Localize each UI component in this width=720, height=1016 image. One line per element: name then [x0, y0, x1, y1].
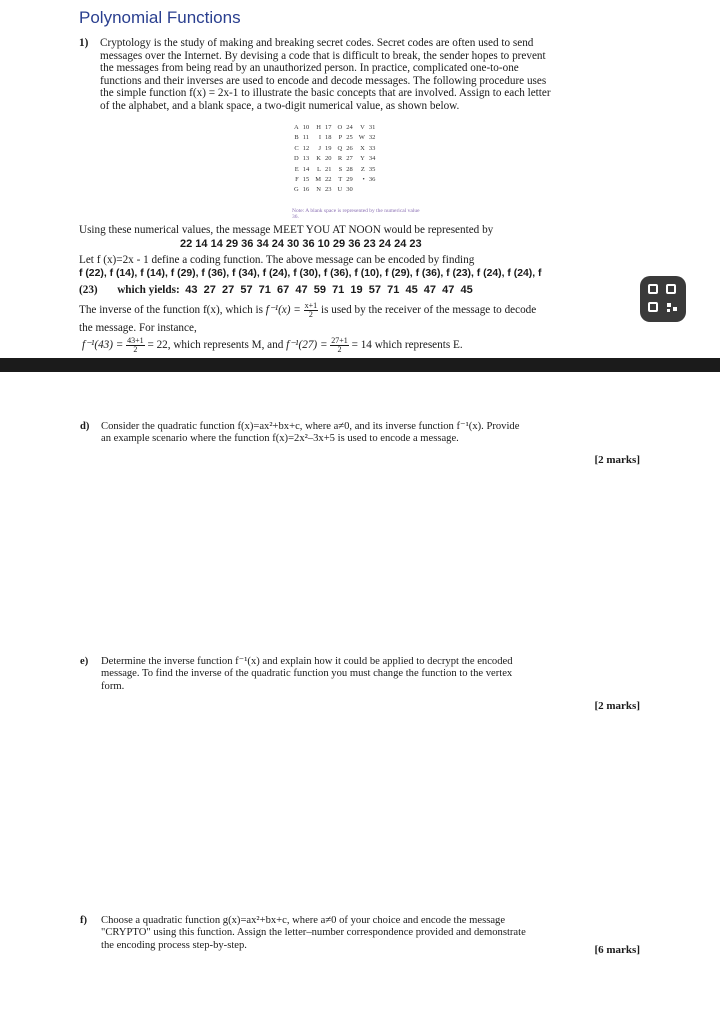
question-line: the encoding process step-by-step. — [101, 939, 247, 951]
f-values-line: f (22), f (14), f (14), f (29), f (36), f (34), f (24), f (30), f (36), f (10), f (29), f (36), f (23), f (24), f (24), f — [79, 268, 542, 279]
alphabet-code: 35 — [368, 165, 376, 173]
question-line: message. To find the inverse of the quadratic function you must change the function to the vertex — [101, 668, 513, 680]
alphabet-code: 30 — [346, 186, 353, 194]
alphabet-letter: M — [315, 176, 321, 184]
alphabet-letter: U — [337, 186, 343, 194]
question-line: Choose a quadratic function g(x)=ax²+bx+c, where a≠0 of your choice and encode the message — [101, 915, 506, 926]
intro-line: of the alphabet, and a blank space, a two-digit numerical value, as shown below. — [100, 99, 460, 112]
alphabet-letter: Q — [337, 144, 343, 152]
alphabet-code: 36 — [368, 176, 376, 184]
question-intro — [100, 37, 640, 113]
alphabet-row — [290, 133, 377, 143]
yields-prefix: (23) which yields: — [79, 284, 180, 296]
question-e-text — [101, 656, 641, 693]
fraction-numerator: 27+1 — [331, 336, 348, 345]
alphabet-code: 19 — [324, 144, 332, 152]
alphabet-letter: S — [338, 165, 343, 173]
example-formula: f⁻¹(27) = — [286, 339, 331, 352]
alphabet-code: 27 — [346, 155, 353, 163]
alphabet-letter: X — [360, 144, 365, 152]
question-d-text — [101, 421, 641, 446]
example-formula: f⁻¹(43) = — [82, 339, 127, 352]
qr-code-icon[interactable] — [640, 276, 686, 322]
example-text: = 14 which represents E. — [348, 339, 463, 352]
fraction-denominator: 2 — [133, 345, 138, 354]
alphabet-code: 31 — [368, 124, 376, 131]
question-e-marks: [2 marks] — [594, 700, 640, 712]
alphabet-code: 16 — [302, 186, 310, 194]
example-text: = 22, which represents M, and — [144, 339, 287, 352]
intro-line: functions and their inverses are used to encode and decode messages. The following procedure uses — [100, 74, 547, 87]
alphabet-letter: V — [360, 124, 365, 131]
table-note: Note: A blank space is represented by the numerical value 36. — [292, 208, 420, 220]
intro-line: the messages from being read by an unauthorized person. In practice, complicated one-to-one — [100, 62, 519, 75]
coding-line: Let f (x)=2x - 1 define a coding function. The above message can be encoded by finding — [79, 254, 475, 266]
question-line: Consider the quadratic function f(x)=ax²+bx+c, where a≠0, and its inverse function f⁻¹(x). Provide — [101, 421, 520, 432]
question-f-label: f) — [80, 915, 88, 926]
alphabet-row — [290, 175, 377, 185]
instance-line: the message. For instance, — [79, 322, 197, 334]
alphabet-letter: F — [295, 176, 299, 184]
message-numbers: 22 14 14 29 36 34 24 30 36 10 29 36 23 24 24 23 — [180, 238, 422, 250]
alphabet-code-table — [290, 123, 377, 196]
question-line: "CRYPTO" using this function. Assign the letter–number correspondence provided and demonstrate — [101, 927, 526, 939]
alphabet-row — [290, 165, 377, 175]
alphabet-letter: H — [316, 124, 321, 131]
alphabet-code: 29 — [346, 176, 353, 184]
alphabet-code: 11 — [302, 134, 309, 142]
fraction-numerator: 43+1 — [127, 336, 144, 345]
page-divider — [0, 358, 720, 372]
alphabet-row — [290, 144, 377, 154]
example-fraction — [126, 337, 145, 354]
alphabet-letter: W — [358, 134, 365, 142]
fraction-denominator: 2 — [308, 310, 313, 319]
intro-line: Cryptology is the study of making and breaking secret codes. Secret codes are often used to send — [100, 37, 534, 49]
question-number: 1) — [79, 37, 89, 49]
message-line: Using these numerical values, the message MEET YOU AT NOON would be represented by — [79, 224, 494, 236]
inverse-text: The inverse of the function f(x), which is — [79, 304, 266, 317]
alphabet-letter: K — [316, 155, 321, 163]
question-f-text — [101, 915, 641, 952]
alphabet-row — [290, 154, 377, 164]
question-d-label: d) — [80, 421, 90, 432]
question-e-label: e) — [80, 656, 89, 667]
alphabet-code: 34 — [368, 155, 376, 163]
example-line — [82, 337, 463, 354]
alphabet-letter: B — [294, 134, 299, 142]
question-line: Determine the inverse function f⁻¹(x) and explain how it could be applied to decrypt the encoded — [101, 656, 513, 667]
alphabet-letter: R — [337, 155, 343, 163]
alphabet-code: 26 — [346, 144, 353, 152]
fraction-denominator: 2 — [337, 345, 342, 354]
alphabet-letter: G — [294, 186, 299, 194]
alphabet-letter: I — [318, 134, 321, 142]
alphabet-code: 14 — [302, 165, 310, 173]
alphabet-code: 18 — [324, 134, 332, 142]
alphabet-code: 24 — [346, 124, 353, 131]
question-d-marks: [2 marks] — [594, 454, 640, 466]
alphabet-code: 25 — [346, 134, 353, 142]
yields-numbers: 43 27 27 57 71 67 47 59 71 19 57 71 45 47 47 45 — [185, 284, 473, 296]
alphabet-code: 17 — [324, 124, 332, 131]
inverse-fraction — [304, 302, 319, 319]
alphabet-code: 12 — [302, 144, 310, 152]
question-line: form. — [101, 680, 125, 692]
alphabet-row — [290, 185, 377, 195]
alphabet-letter: P — [338, 134, 343, 142]
alphabet-code: 13 — [302, 155, 310, 163]
example-fraction — [330, 337, 349, 354]
alphabet-code: 28 — [346, 165, 353, 173]
alphabet-code: 32 — [368, 134, 376, 142]
alphabet-code — [367, 185, 378, 195]
question-f-marks: [6 marks] — [594, 944, 640, 956]
alphabet-letter: Z — [360, 165, 365, 173]
alphabet-letter: N — [316, 186, 321, 194]
alphabet-code: 21 — [324, 165, 332, 173]
alphabet-code: 15 — [302, 176, 310, 184]
alphabet-letter: T — [338, 176, 343, 184]
inverse-line — [79, 302, 536, 319]
alphabet-letter: O — [337, 124, 343, 131]
alphabet-code: 23 — [324, 186, 332, 194]
fraction-numerator: x+1 — [304, 301, 318, 310]
intro-line: the simple function f(x) = 2x-1 to illustrate the basic concepts that are involved. Assign to each letter — [100, 87, 551, 100]
alphabet-code: 33 — [368, 144, 376, 152]
alphabet-letter: L — [317, 165, 321, 173]
alphabet-letter: D — [294, 155, 299, 163]
alphabet-letter: C — [294, 144, 299, 152]
inverse-formula: f⁻¹(x) = — [265, 304, 304, 317]
alphabet-letter: Y — [360, 155, 365, 163]
alphabet-letter: A — [294, 124, 299, 131]
alphabet-code: 20 — [324, 155, 332, 163]
alphabet-letter: • — [362, 176, 365, 184]
alphabet-code: 10 — [302, 124, 310, 131]
alphabet-code: 22 — [324, 176, 332, 184]
intro-line: messages over the Internet. By devising a code that is difficult to break, the sender hopes to prevent — [100, 49, 546, 62]
inverse-text-end: is used by the receiver of the message to decode — [318, 304, 537, 317]
alphabet-letter — [355, 185, 367, 195]
page-title: Polynomial Functions — [79, 8, 241, 27]
alphabet-row — [290, 123, 377, 133]
alphabet-letter: J — [318, 144, 321, 152]
alphabet-letter: E — [294, 165, 299, 173]
yields-line — [79, 284, 473, 297]
question-line: an example scenario where the function f(x)=2x²–3x+5 is used to encode a message. — [101, 433, 459, 445]
